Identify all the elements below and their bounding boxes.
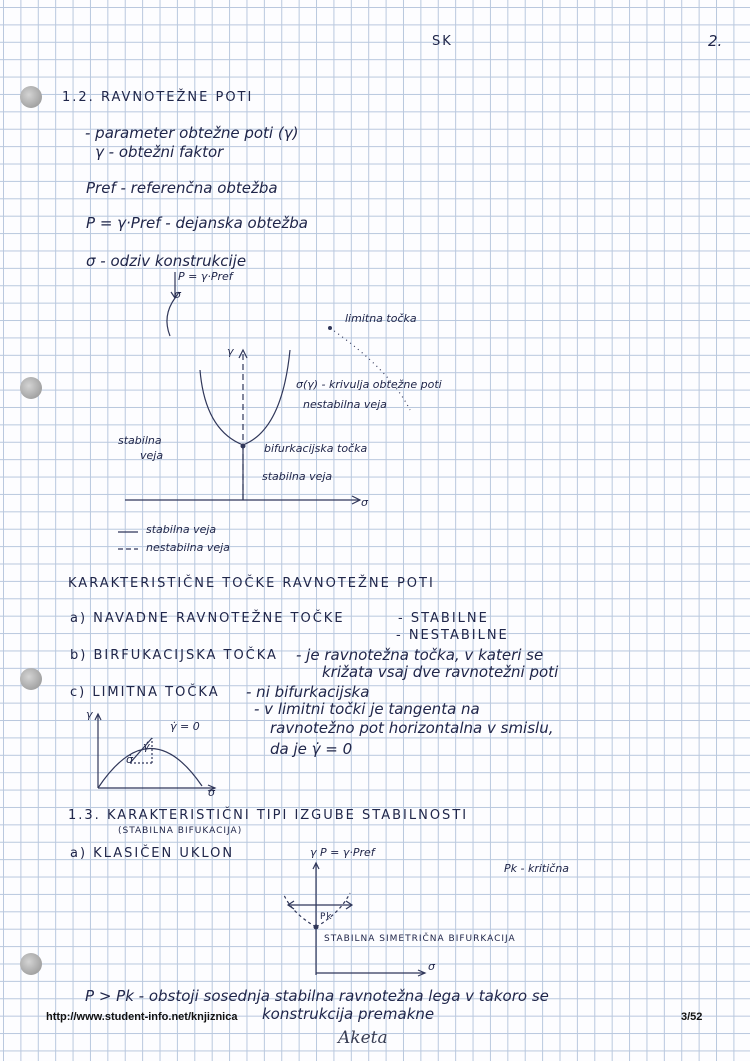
buckling-pk-label: Pk [320,912,333,922]
item-b-text: - je ravnotežna točka, v kateri se [296,646,544,664]
bifurcation-point-label: bifurkacijska točka [264,442,368,455]
section-subtitle-1-3: (STABILNA BIFUKACIJA) [118,826,243,836]
footer-url: http://www.student-info.net/knjiznica [46,1011,238,1023]
limit-point-sketch [90,708,230,798]
mini-gdot-zero: γ̇ = 0 [170,720,200,733]
buckling-diagram [270,855,440,985]
buckling-axis-sigma: σ [428,960,435,973]
curve-label: σ(γ) - krivulja obtežne poti [296,378,442,391]
bottom-text: konstrukcija premakne [262,1005,435,1023]
item-b: b) BIRFUKACIJSKA TOČKA [70,648,278,663]
section-title-1-2: 1.2. RAVNOTEŽNE POTI [62,90,254,105]
axis-gamma-label: γ [227,345,234,358]
mini-sdot: σ̇ [126,753,133,766]
item-a-stable: - STABILNE [398,611,489,626]
text-line: P = γ·Pref - dejanska obtežba [86,214,308,232]
stable-branch-label: stabilna veja [262,470,333,483]
axis-sigma-label: σ [361,496,368,509]
item-classic-buckling: a) KLASIČEN UKLON [70,846,235,861]
text-line: σ - odziv konstrukcije [86,252,247,270]
text-line: Pref - referenčna obtežba [86,179,278,197]
item-a-unstable: - NESTABILNE [396,628,509,643]
header-initials: SK [432,34,453,49]
binder-hole [20,953,42,975]
bottom-text: P > Pk - obstoji sosednja stabilna ravnotežna lega v takoro se [85,987,549,1005]
item-c-text: ravnotežno pot horizontalna v smislu, [270,719,554,737]
legend-unstable-label: nestabilna veja [146,541,230,554]
item-c-text: da je γ̇ = 0 [270,740,353,758]
header-page-number: 2. [708,32,723,50]
mini-axis-sigma: σ [208,786,215,799]
item-a: a) NAVADNE RAVNOTEŽNE TOČKE [70,611,345,626]
symmetric-bifurcation-label: STABILNA SIMETRIČNA BIFURKACIJA [324,934,516,944]
stable-left-label: stabilna [118,434,162,447]
binder-hole [20,377,42,399]
item-c-text: - ni bifurkacijska [246,683,370,701]
footer-page: 3/52 [681,1011,703,1023]
mini-gdot: γ̇ [143,740,150,753]
fig-load-label: P = γ·Pref [178,270,233,283]
legend-stable-label: stabilna veja [146,523,217,536]
item-c-text: - v limitni točki je tangenta na [254,700,480,718]
critical-load-label: Pk - kritična [504,862,570,875]
section-title-1-3: 1.3. KARAKTERISTIČNI TIPI IZGUBE STABILNOSTI [68,808,469,823]
limit-point-label: limitna točka [345,312,417,325]
text-line: γ - obtežni faktor [95,143,224,161]
fig-sigma-label: σ [174,288,181,301]
buckling-load-label: γ P = γ·Pref [310,846,375,859]
item-b-text: križata vsaj dve ravnotežni poti [322,663,559,681]
char-points-title: KARAKTERISTIČNE TOČKE RAVNOTEŽNE POTI [68,576,435,591]
unstable-branch-label: nestabilna veja [303,398,387,411]
mini-axis-gamma: γ [86,708,93,721]
binder-hole [20,86,42,108]
binder-hole [20,668,42,690]
text-line: - parameter obtežne poti (γ) [85,124,299,142]
notebook-logo: Aketa [338,1028,388,1048]
legend-swatches [116,525,146,555]
item-c: c) LIMITNA TOČKA [70,685,220,700]
stable-left-label: veja [140,449,164,462]
